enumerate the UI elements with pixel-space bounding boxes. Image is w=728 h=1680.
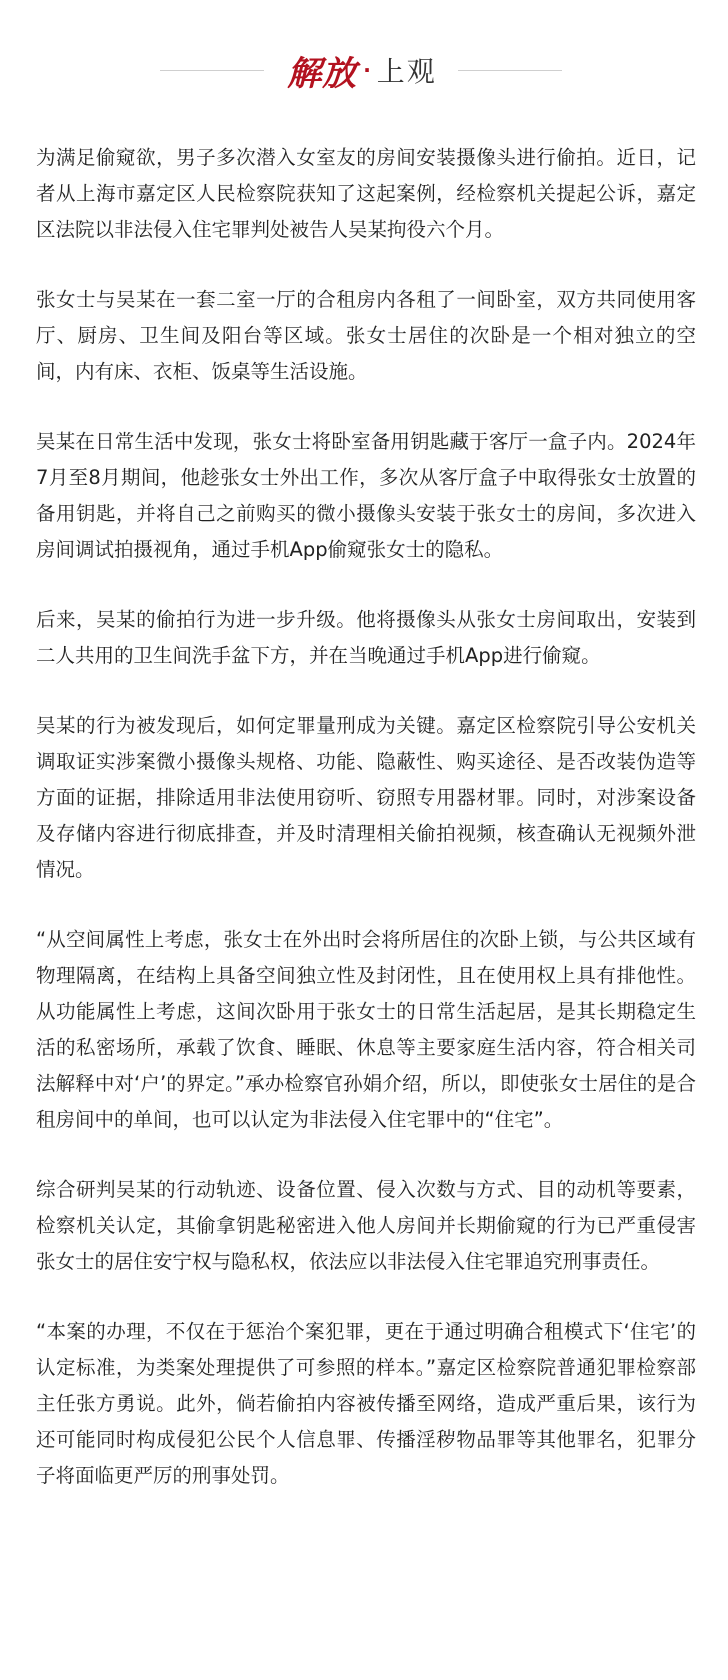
masthead-left-rule (160, 70, 264, 71)
article-paragraph-1: 为满足偷窥欲，男子多次潜入女室友的房间安装摄像头进行偷拍。近日，记者从上海市嘉定区人民检察院获知了这起案例，经检察机关提起公诉，嘉定区法院以非法侵入住宅罪判处被告人吴某拘役六个月。 (36, 146, 696, 241)
article-paragraph-4: 后来，吴某的偷拍行为进一步升级。他将摄像头从张女士房间取出，安装到二人共用的卫生间洗手盆下方，并在当晚通过手机App进行偷窥。 (36, 608, 696, 667)
article-paragraph-8: “本案的办理，不仅在于惩治个案犯罪，更在于通过明确合租模式下‘住宅’的认定标准，为类案处理提供了可参照的样本。”嘉定区检察院普通犯罪检察部主任张方勇说。此外，倘若偷拍内容被传播至网络，造成严重后果，该行为还可能同时构成侵犯公民个人信息罪、传播淫秽物品罪等其他罪名，犯罪分子将面临更严厉的刑事处罚。 (36, 1320, 696, 1487)
article-paragraph-3: 吴某在日常生活中发现，张女士将卧室备用钥匙藏于客厅一盒子内。2024年7月至8月期间，他趁张女士外出工作，多次从客厅盒子中取得张女士放置的备用钥匙，并将自己之前购买的微小摄像头安装于张女士的房间，多次进入房间调试拍摄视角，通过手机App偷窥张女士的隐私。 (36, 430, 696, 561)
brand-logo (272, 44, 452, 96)
masthead (0, 44, 728, 96)
article-paragraph-7: 综合研判吴某的行动轨迹、设备位置、侵入次数与方式、目的动机等要素，检察机关认定，其偷拿钥匙秘密进入他人房间并长期偷窥的行为已严重侵害张女士的居住安宁权与隐私权，依法应以非法侵入住宅罪追究刑事责任。 (36, 1178, 696, 1273)
article-paragraph-5: 吴某的行为被发现后，如何定罪量刑成为关键。嘉定区检察院引导公安机关调取证实涉案微小摄像头规格、功能、隐蔽性、购买途径、是否改装伪造等方面的证据，排除适用非法使用窃听、窃照专用器材罪。同时，对涉案设备及存储内容进行彻底排查，并及时清理相关偷拍视频，核查确认无视频外泄情况。 (36, 714, 696, 881)
article-paragraph-2: 张女士与吴某在一套二室一厅的合租房内各租了一间卧室，双方共同使用客厅、厨房、卫生间及阳台等区域。张女士居住的次卧是一个相对独立的空间，内有床、衣柜、饭桌等生活设施。 (36, 288, 696, 383)
masthead-right-rule (458, 70, 562, 71)
brand-logo-text: 上观 (376, 55, 437, 88)
brand-logo-script: 解放 (287, 53, 358, 94)
brand-logo-dot: · (363, 58, 371, 82)
article-body (36, 140, 696, 1528)
article-paragraph-6: “从空间属性上考虑，张女士在外出时会将所居住的次卧上锁，与公共区域有物理隔离，在结构上具备空间独立性及封闭性，且在使用权上具有排他性。从功能属性上考虑，这间次卧用于张女士的日常生活起居，是其长期稳定生活的私密场所，承载了饮食、睡眠、休息等主要家庭生活内容，符合相关司法解释中对‘户’的界定。”承办检察官孙娟介绍，所以，即使张女士居住的是合租房间中的单间，也可以认定为非法侵入住宅罪中的“住宅”。 (36, 928, 696, 1131)
